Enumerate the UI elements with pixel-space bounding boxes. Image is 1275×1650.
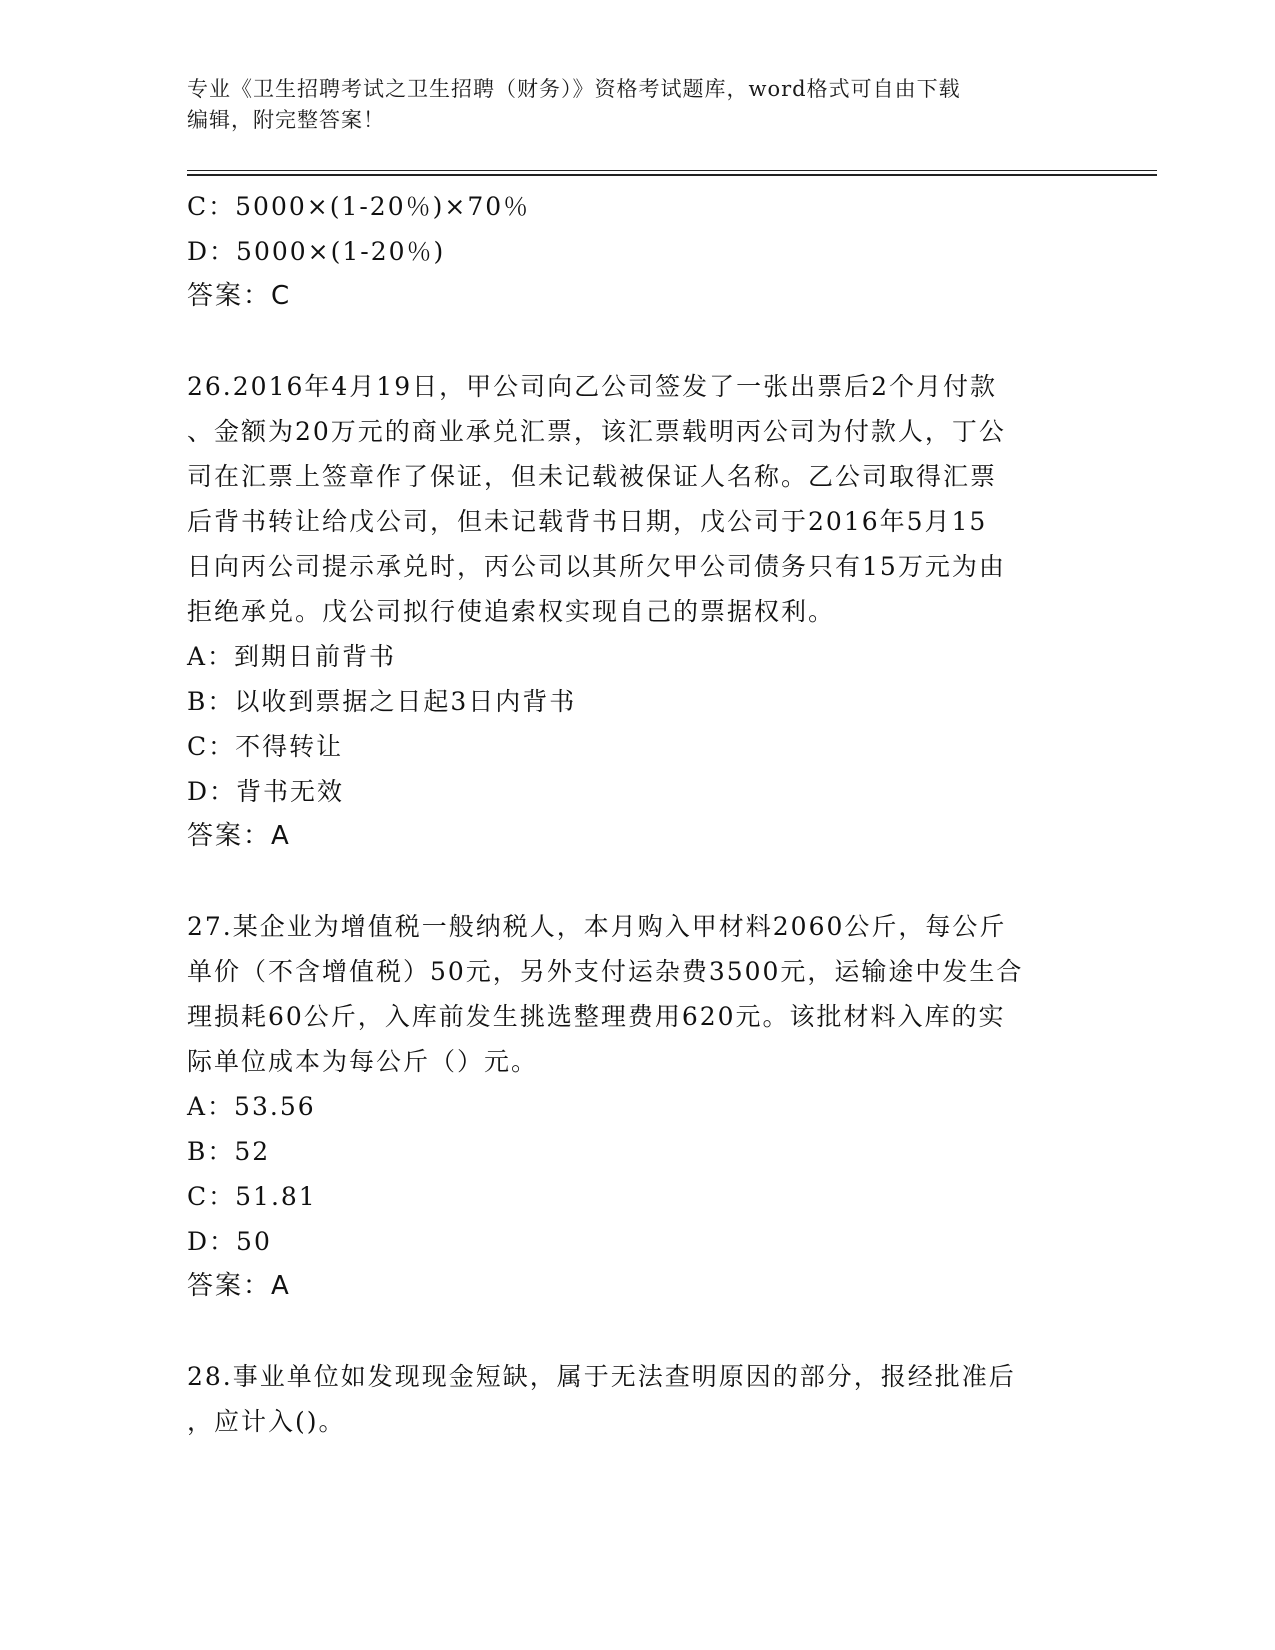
option-d: D：5000×(1-20％) bbox=[187, 237, 446, 266]
question-text-line: 际单位成本为每公斤（）元。 bbox=[187, 1047, 539, 1076]
document-body bbox=[187, 184, 1087, 1444]
option-a: A：到期日前背书 bbox=[187, 642, 397, 671]
option-c: C：不得转让 bbox=[187, 732, 344, 761]
header-rule-thick bbox=[187, 174, 1157, 176]
option-d: D：背书无效 bbox=[187, 777, 345, 806]
question-text-line: 、金额为20万元的商业承兑汇票，该汇票载明丙公司为付款人，丁公 bbox=[187, 417, 1006, 446]
answer-line: 答案：A bbox=[187, 821, 291, 851]
option-a: A：53.56 bbox=[187, 1092, 316, 1121]
previous-question-tail bbox=[187, 184, 1087, 319]
question-text-line: 司在汇票上签章作了保证，但未记载被保证人名称。乙公司取得汇票 bbox=[187, 462, 998, 491]
option-d: D：50 bbox=[187, 1227, 272, 1256]
question-27 bbox=[187, 904, 1087, 1309]
question-text-line: 28.事业单位如发现现金短缺，属于无法查明原因的部分，报经批准后 bbox=[187, 1362, 1016, 1391]
question-28 bbox=[187, 1354, 1087, 1444]
header-line-2: 编辑，附完整答案！ bbox=[187, 108, 385, 132]
question-text-line: 单价（不含增值税）50元，另外支付运杂费3500元，运输途中发生合 bbox=[187, 957, 1024, 986]
question-text-line: 日向丙公司提示承兑时，丙公司以其所欠甲公司债务只有15万元为由 bbox=[187, 552, 1006, 581]
question-text-line: 后背书转让给戊公司，但未记载背书日期，戊公司于2016年5月15 bbox=[187, 507, 988, 536]
option-c: C：5000×(1-20％)×70％ bbox=[187, 192, 531, 221]
question-text-line: 拒绝承兑。戊公司拟行使追索权实现自己的票据权利。 bbox=[187, 597, 836, 626]
question-text-line: 理损耗60公斤，入库前发生挑选整理费用620元。该批材料入库的实 bbox=[187, 1002, 1006, 1031]
answer-line: 答案：A bbox=[187, 1271, 291, 1301]
question-text-line: 26.2016年4月19日，甲公司向乙公司签发了一张出票后2个月付款 bbox=[187, 372, 998, 401]
document-header bbox=[187, 74, 1067, 136]
question-text-line: 27.某企业为增值税一般纳税人，本月购入甲材料2060公斤，每公斤 bbox=[187, 912, 1007, 941]
option-b: B：以收到票据之日起3日内背书 bbox=[187, 687, 577, 716]
question-26 bbox=[187, 364, 1087, 859]
answer-line: 答案：C bbox=[187, 281, 292, 311]
question-text-line: ，应计入()。 bbox=[187, 1407, 346, 1436]
option-c: C：51.81 bbox=[187, 1182, 317, 1211]
option-b: B：52 bbox=[187, 1137, 271, 1166]
header-rule-thin bbox=[187, 170, 1157, 171]
header-line-1: 专业《卫生招聘考试之卫生招聘（财务）》资格考试题库，word格式可自由下载 bbox=[187, 77, 961, 101]
